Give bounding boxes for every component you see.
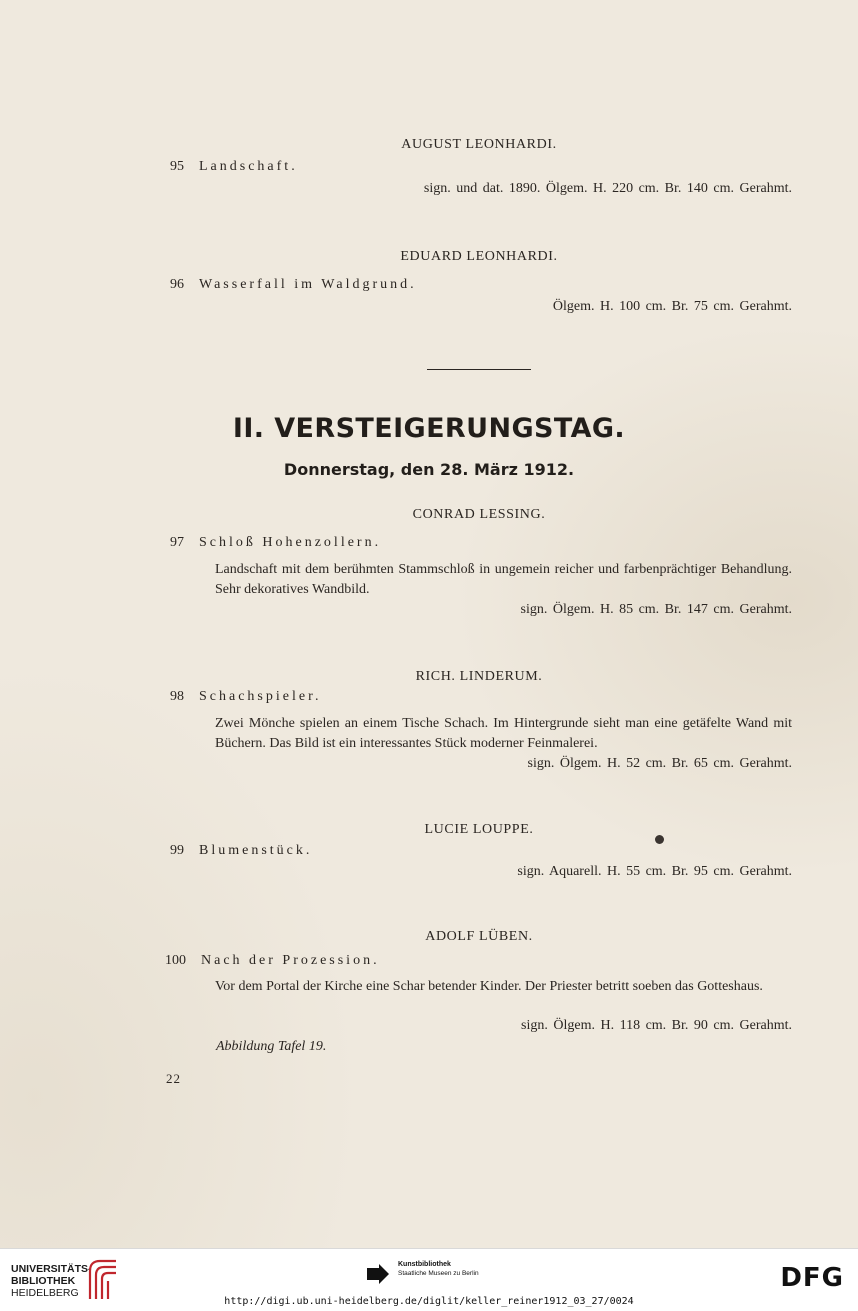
artwork-title: Wasserfall im Waldgrund. <box>199 277 417 292</box>
library-name-line: BIBLIOTHEK <box>11 1275 76 1287</box>
artist-name: EDUARD LEONHARDI. <box>400 249 558 264</box>
lot-number: 99 <box>170 843 184 858</box>
kunstbibliothek-line: Kunstbibliothek <box>398 1261 451 1268</box>
artist-name: CONRAD LESSING. <box>412 507 546 522</box>
ink-dot <box>655 835 664 844</box>
illustration-reference: Abbildung Tafel 19. <box>216 1039 327 1054</box>
artwork-title: Blumenstück. <box>199 843 313 858</box>
library-name-line: HEIDELBERG <box>11 1287 79 1299</box>
artwork-description: Landschaft mit dem berühmten Stammschloß in ungemein reicher und farbenprächtiger Behandlung. Sehr dekoratives Wandbild. <box>215 562 792 597</box>
university-library-name[interactable] <box>11 1263 92 1299</box>
artwork-title: Nach der Prozession. <box>201 953 380 968</box>
artwork-description: Zwei Mönche spielen an einem Tische Schach. Im Hintergrunde sieht man eine getäfelte Wand mit Büchern. Das Bild ist ein interessantes Stück moderner Feinmalerei. <box>215 716 792 751</box>
artist-name: AUGUST LEONHARDI. <box>401 137 557 152</box>
lot-number: 96 <box>170 277 184 292</box>
artwork-details: sign. und dat. 1890. Ölgem. H. 220 cm. Br. 140 cm. Gerahmt. <box>423 181 792 196</box>
lot-number: 98 <box>170 689 184 704</box>
auction-day-heading: II. VERSTEIGERUNGSTAG. <box>232 413 626 444</box>
artwork-title: Schloß Hohenzollern. <box>199 535 382 550</box>
permalink-url[interactable]: http://digi.ub.uni-heidelberg.de/diglit/keller_reiner1912_03_27/0024 <box>224 1296 634 1307</box>
auction-date: Donnerstag, den 28. März 1912. <box>283 460 575 479</box>
university-logo-icon[interactable] <box>86 1257 122 1301</box>
artwork-details: sign. Aquarell. H. 55 cm. Br. 95 cm. Gerahmt. <box>517 864 792 879</box>
lot-number: 95 <box>170 159 184 174</box>
artwork-title: Landschaft. <box>199 159 298 174</box>
lot-number: 100 <box>165 953 186 968</box>
artwork-details: sign. Ölgem. H. 85 cm. Br. 147 cm. Gerahmt. <box>520 602 792 617</box>
kunstbibliothek-line: Staatliche Museen zu Berlin <box>398 1270 479 1277</box>
lot-number: 97 <box>170 535 184 550</box>
artwork-details: Ölgem. H. 100 cm. Br. 75 cm. Gerahmt. <box>552 299 792 314</box>
kunstbibliothek-name[interactable] <box>398 1260 479 1278</box>
section-divider <box>427 369 531 370</box>
page-number: 22 <box>166 1071 181 1086</box>
kunstbibliothek-logo-icon[interactable] <box>365 1262 391 1288</box>
artwork-details: sign. Ölgem. H. 52 cm. Br. 65 cm. Gerahmt. <box>527 756 792 771</box>
artwork-description: Vor dem Portal der Kirche eine Schar betender Kinder. Der Priester betritt soeben das Gotteshaus. <box>215 979 763 994</box>
dfg-logo[interactable]: DFG <box>780 1263 844 1293</box>
artist-name: RICH. LINDERUM. <box>415 669 543 684</box>
artist-name: ADOLF LÜBEN. <box>425 929 533 944</box>
artwork-title: Schachspieler. <box>199 689 322 704</box>
artwork-details: sign. Ölgem. H. 118 cm. Br. 90 cm. Gerahmt. <box>521 1018 792 1033</box>
library-name-line: UNIVERSITÄTS- <box>11 1263 92 1275</box>
artist-name: LUCIE LOUPPE. <box>424 822 534 837</box>
